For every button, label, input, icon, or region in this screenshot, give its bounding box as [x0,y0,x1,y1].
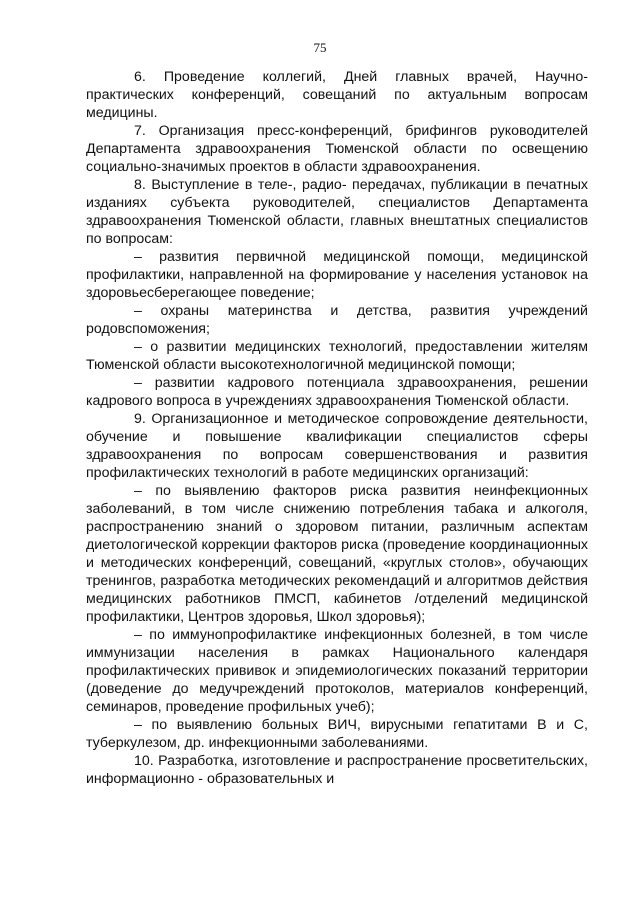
paragraph-8: 8. Выступление в теле-, радио- передачах, публикации в печатных изданиях субъекта руководителей, специалистов Департамента здравоохранения Тюменской области, главных внештатных специалистов по вопросам: [86,177,588,247]
list-item: – по иммунопрофилактике инфекционных болезней, в том числе иммунизации населения в рамках Национального календаря профилактических прививок и эпидемиологических показаний территории (доведение до медучреждений протоколов, материалов конференций, семинаров, проведение профильных учеб); [86,627,588,715]
list-item: – охраны материнства и детства, развития учреждений родовспоможения; [86,303,588,337]
list-item: – развития первичной медицинской помощи, медицинской профилактики, направленной на формирование у населения установок на здоровьесберегающее поведение; [86,249,588,301]
list-item: – по выявлению факторов риска развития неинфекционных заболеваний, в том числе снижению потребления табака и алкоголя, распространению знаний о здоровом питании, различным аспектам диетологической коррекции факторов риска (проведение координационных и методических конференций, совещаний, «круглых столов», обучающих тренингов, разработка методических рекомендаций и алгоритмов действия медицинских работников ПМСП, кабинетов /отделений медицинской профилактики, Центров здоровья, Школ здоровья); [86,483,588,625]
paragraph-10: 10. Разработка, изготовление и распространение просветительских, информационно - образовательных и [86,753,588,787]
paragraph-9: 9. Организационное и методическое сопровождение деятельности, обучение и повышение квалификации специалистов сферы здравоохранения по вопросам совершенствования и развития профилактических технологий в работе медицинских организаций: [86,411,588,481]
page-number: 75 [313,40,327,55]
list-item: – о развитии медицинских технологий, предоставлении жителям Тюменской области высокотехнологичной медицинской помощи; [86,339,588,373]
list-item: – развитии кадрового потенциала здравоохранения, решении кадрового вопроса в учреждениях здравоохранения Тюменской области. [86,375,588,409]
list-item: – по выявлению больных ВИЧ, вирусными гепатитами В и С, туберкулезом, др. инфекционными заболеваниями. [86,717,588,751]
document-body [86,68,588,788]
paragraph-7: 7. Организация пресс-конференций, брифингов руководителей Департамента здравоохранения Тюменской области по освещению социально-значимых проектов в области здравоохранения. [86,123,588,175]
paragraph-6: 6. Проведение коллегий, Дней главных врачей, Научно-практических конференций, совещаний по актуальным вопросам медицины. [86,69,588,121]
